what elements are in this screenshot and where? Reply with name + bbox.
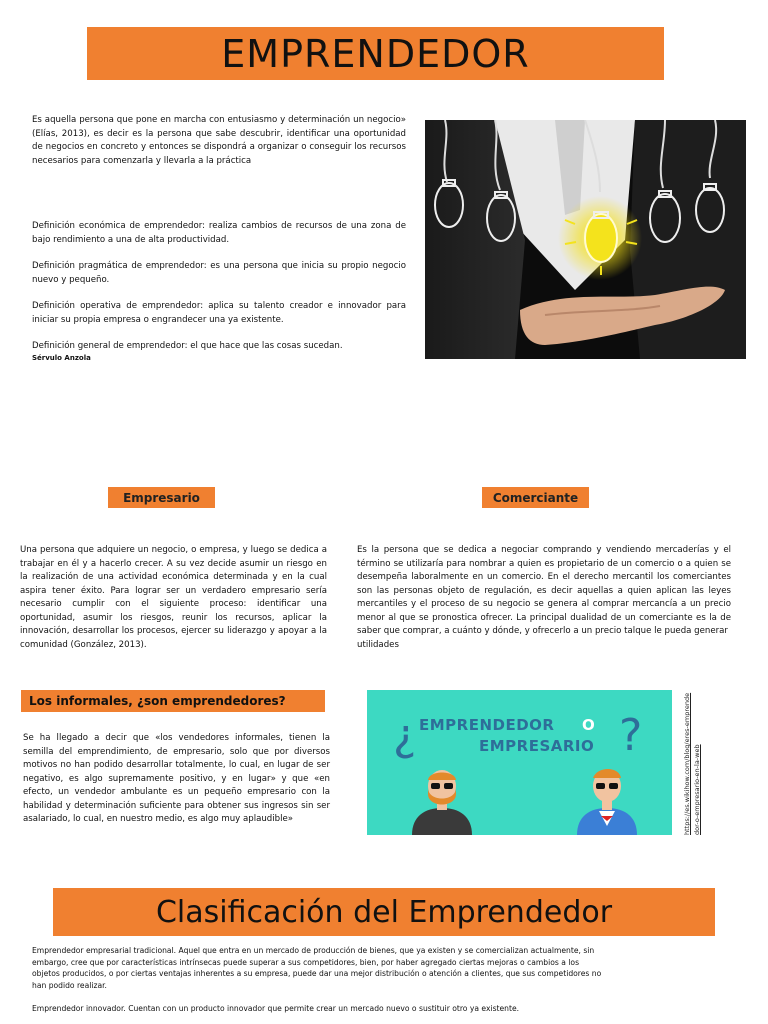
source-url-text[interactable]: https://es.wikihow.com/blog/eres-emprendedor-o-empresario-en-la-web	[683, 692, 701, 835]
emprendedor-empresario-poster	[367, 690, 672, 835]
definition-economica: Definición económica de emprendedor: realiza cambios de recursos de una zona de bajo rendimiento a una de alta productividad.	[32, 221, 406, 245]
informales-label-text: Los informales, ¿son emprendedores?	[29, 694, 286, 708]
intro-paragraph: Es aquella persona que pone en marcha con entusiasmo y determinación un negocio» (Elías, 2013), es decir es la persona que sabe descubrir, identificar una oportunidad de negocios en concreto y entonces se dispondrá a organizar o conseguir los recursos necesarios para comenzarla y llevarla a la práctica	[32, 115, 406, 166]
poster-line2: EMPRESARIO	[479, 737, 595, 755]
poster-line1-o: O	[582, 716, 595, 734]
header-banner	[87, 27, 664, 80]
poster-question-close: ?	[619, 710, 643, 761]
definitions-section	[32, 220, 406, 363]
clasificacion-p2: Emprendedor innovador. Cuentan con un producto innovador que permite crear un mercado nuevo o sustituir otro ya existente.	[32, 1004, 520, 1014]
page-title: EMPRENDEDOR	[221, 31, 530, 76]
informales-paragraph: Se ha llegado a decir que «los vendedores informales, tienen la semilla del emprendimiento, de empresario, solo que por diversos motivos no han podido desarrollar totalmente, lo cual, en lugar de ser negativo, es algo supremamente positivo, y en lugar» y que «en efecto, un vendedor ambulante es un pequeño empresario con la habilidad y determinación suficiente para obtener sus ingresos sin ser asalariado, lo cual, en nuestro medio, es algo muy aplaudible»	[23, 733, 330, 824]
author-credit: Sérvulo Anzola	[32, 353, 91, 362]
informales-text	[23, 732, 330, 827]
definition-general: Definición general de emprendedor: el que hace que las cosas sucedan.	[32, 341, 343, 351]
people-illustration	[407, 766, 637, 835]
definition-operativa: Definición operativa de emprendedor: aplica su talento creador e innovador para iniciar su propia empresa o engrandecer una ya existente.	[32, 301, 406, 325]
definition-pragmatica: Definición pragmática de emprendedor: es una persona que inicia su propio negocio nuevo y pequeño.	[32, 261, 406, 285]
lightbulb-illustration	[425, 120, 746, 359]
empresario-label-text: Empresario	[123, 490, 200, 505]
clasificacion-title: Clasificación del Emprendedor	[155, 894, 613, 930]
empresario-paragraph: Una persona que adquiere un negocio, o empresa, y luego se dedica a trabajar en él y a hacerlo crecer. A su vez decide asumir un riesgo en la realización de una actividad económica determinada y en la cual aspira tener éxito. Para lograr ser un verdadero empresario sería necesario cumplir con el siguiente proceso: identificar una oportunidad, asumir los riesgos, reunir los recursos, aplicar la innovación, desarrollar los procesos, ejercer su liderazgo y apoyar a la comunidad (González, 2013).	[20, 545, 327, 650]
clasificacion-p1: Emprendedor empresarial tradicional. Aquel que entra en un mercado de producción de bienes, que ya existen y se comercializan actualmente, sin embargo, cree que por características intrínsecas puede superar a sus competidores, bien, por haber agregado ciertas mejoras o cambios a los objetos producidos, o por ciertas ventajas inherentes a su empresa, puede dar una mejor distribución o atención a clientes, que sus competidores no han podido realizar.	[32, 946, 602, 990]
comerciante-label-text: Comerciante	[492, 490, 579, 505]
lightbulb-hand-image	[425, 120, 746, 359]
informales-label	[21, 690, 325, 712]
comerciante-paragraph: Es la persona que se dedica a negociar comprando y vendiendo mercaderías y el término se utilizaría para nombrar a quien es propietario de un comercio o a quien se desempeña laboralmente en un comercio. En el derecho mercantil los comerciantes son las personas objeto de regulación, es decir aquellas a quien aplican las leyes mercantiles y el proceso de su negocio se genera al comprar mercancía a un precio menor al que se pronostica ofrecer. La principal dualidad de un comerciante es la de saber que comprar, a cuánto y dónde, y ofrecerlo a un precio talque le pueda generar	[357, 545, 731, 636]
poster-line1: EMPRENDEDOR	[419, 716, 555, 734]
intro-section	[32, 114, 406, 168]
clasificacion-banner	[53, 888, 715, 936]
empresario-label	[108, 487, 215, 508]
comerciante-last: utilidades	[357, 639, 399, 650]
source-url[interactable]	[682, 690, 706, 835]
comerciante-text	[357, 544, 731, 652]
empresario-text	[20, 544, 327, 652]
clasificacion-text	[32, 945, 608, 1015]
comerciante-label	[482, 487, 589, 508]
poster-question-open: ¿	[393, 710, 417, 761]
